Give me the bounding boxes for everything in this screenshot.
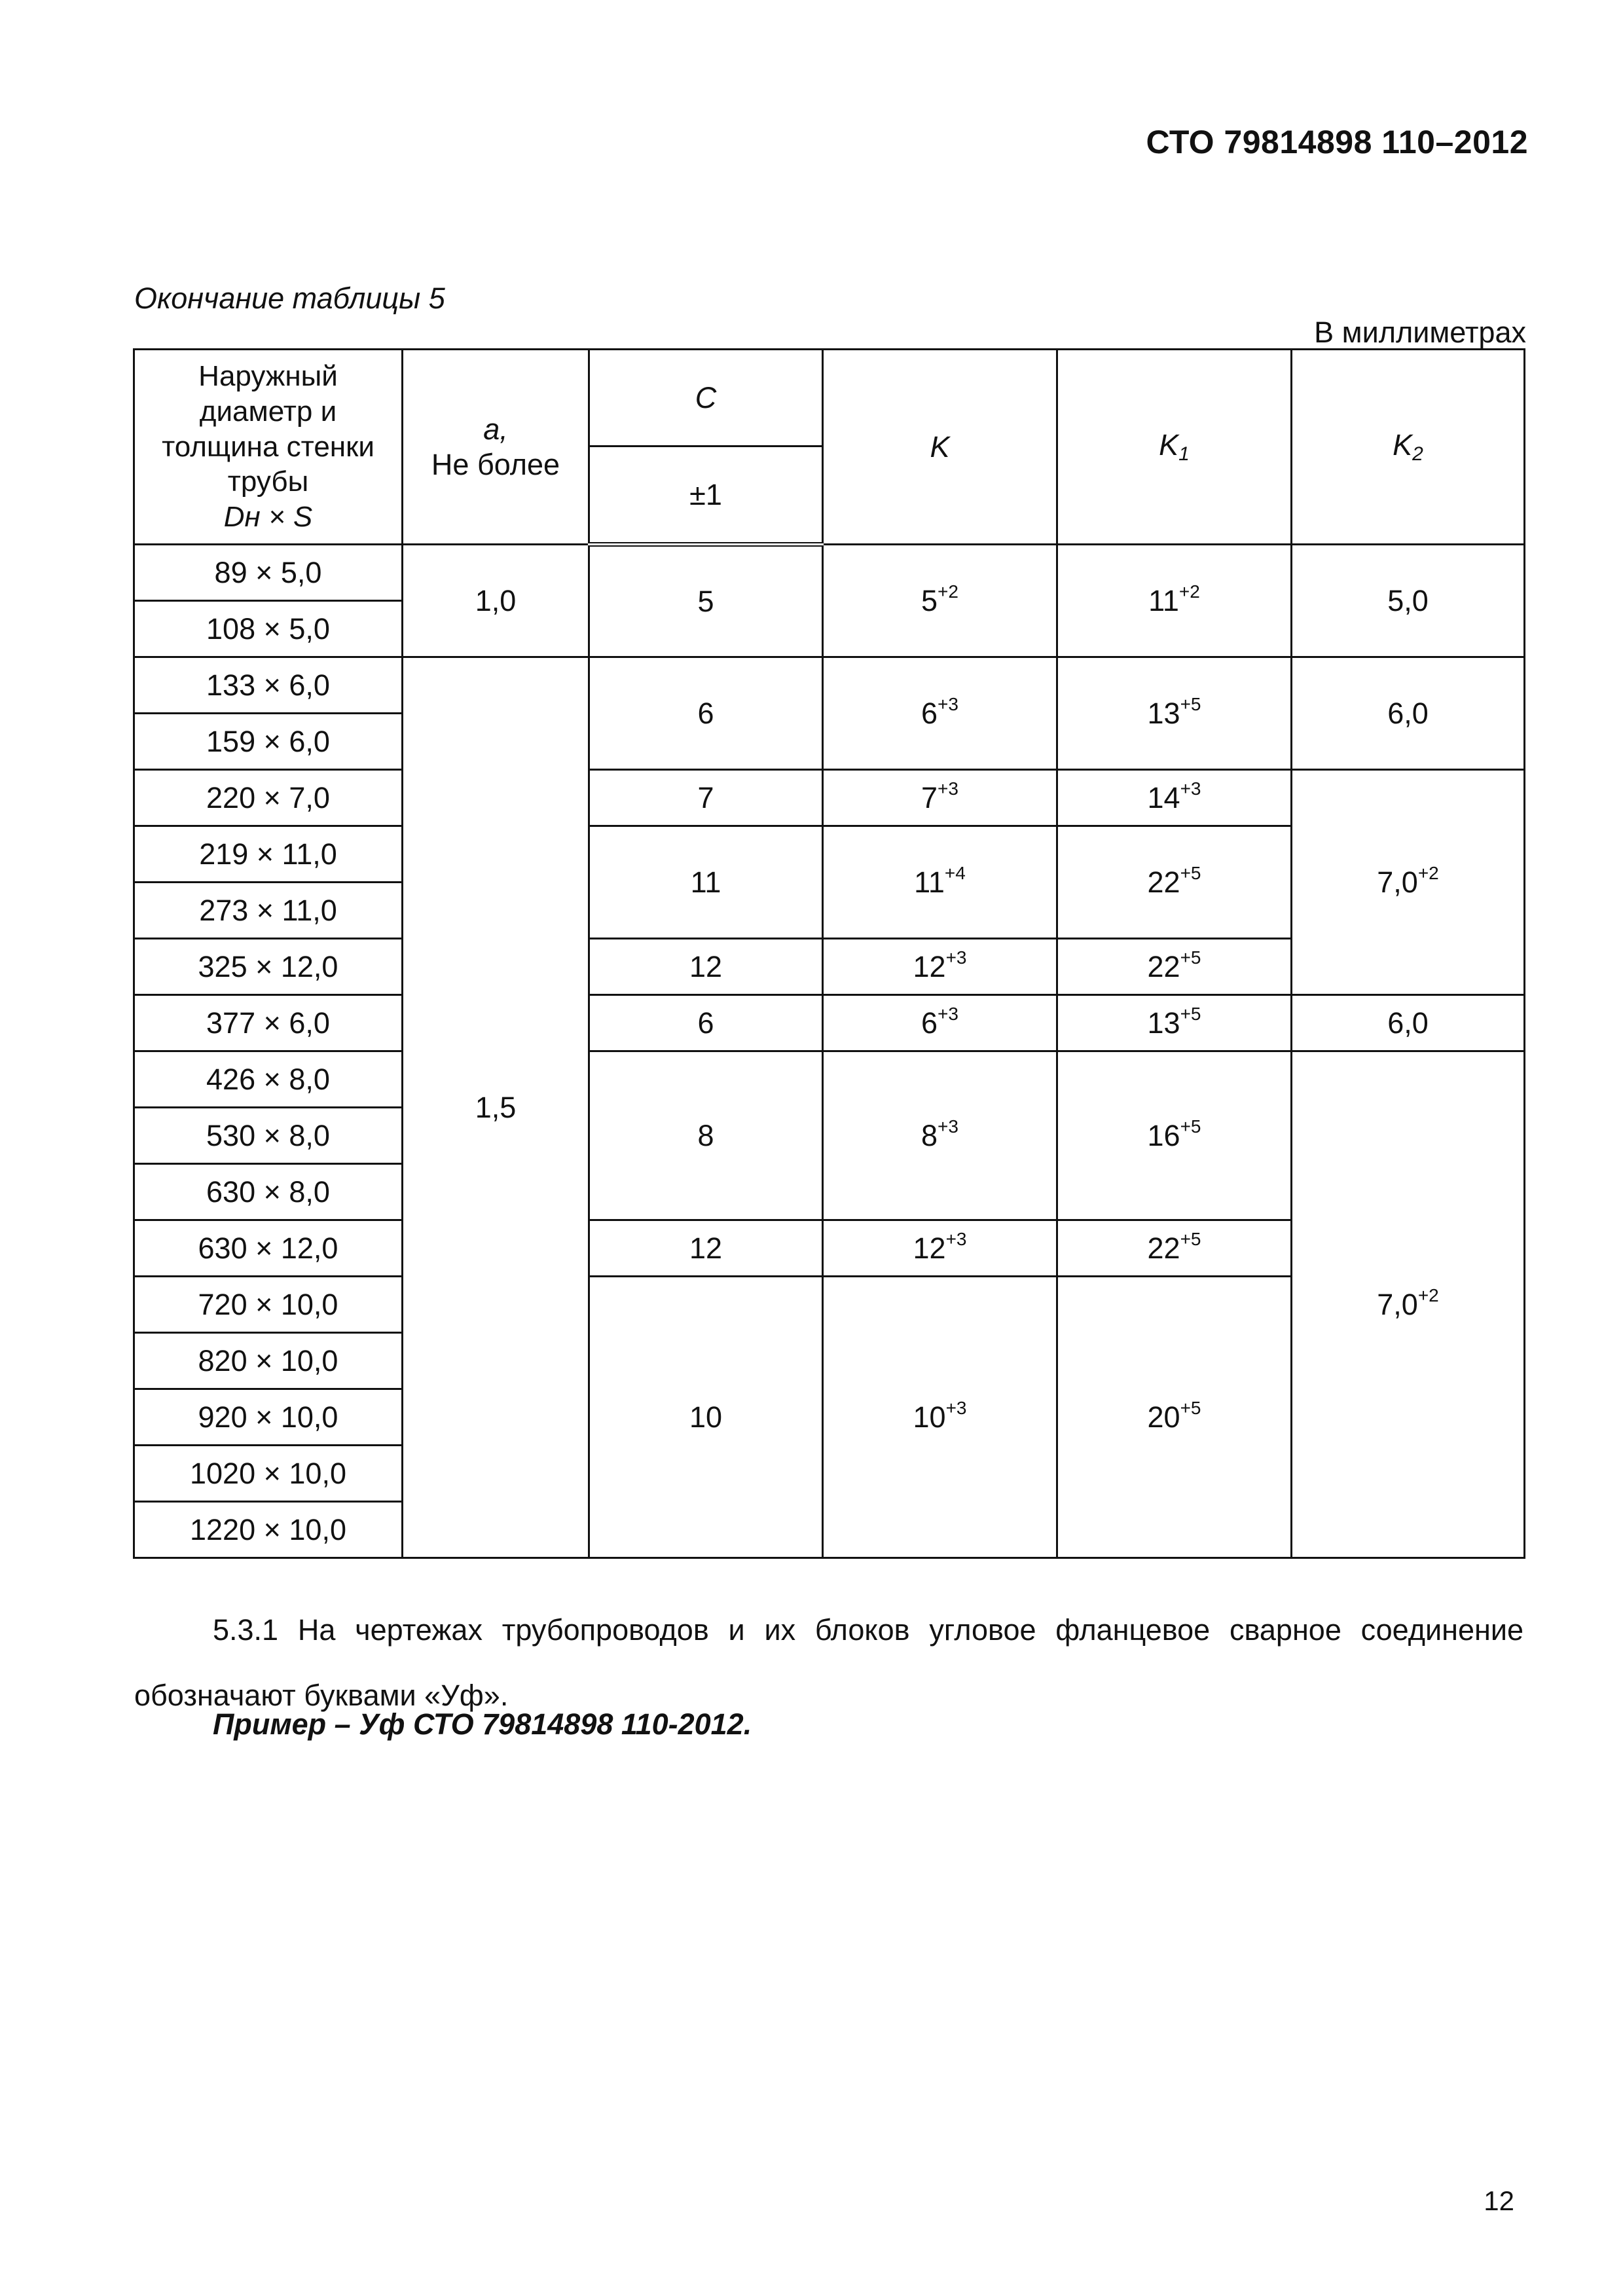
header-c: C (589, 350, 823, 446)
k1-cell: $14^{+3}$ (1057, 770, 1292, 826)
dim-cell: 820 × 10,0 (134, 1333, 403, 1389)
dim-cell: 325 × 12,0 (134, 939, 403, 995)
table-row (134, 995, 1525, 1051)
k-cell: $5^{+2}$ (823, 545, 1057, 657)
header-k: K (823, 350, 1057, 545)
k-cell: $12^{+3}$ (823, 939, 1057, 995)
dim-cell: 630 × 8,0 (134, 1164, 403, 1220)
k2-cell: 5,0 (1292, 545, 1525, 657)
k1-cell: $22^{+5}$ (1057, 939, 1292, 995)
k-cell: $6^{+3}$ (823, 995, 1057, 1051)
dim-cell: 220 × 7,0 (134, 770, 403, 826)
table-row (134, 657, 1525, 714)
dim-cell: 219 × 11,0 (134, 826, 403, 883)
dim-cell: 377 × 6,0 (134, 995, 403, 1051)
example-line: Пример – Уф СТО 79814898 110-2012. (213, 1707, 752, 1741)
k-cell: $8^{+3}$ (823, 1051, 1057, 1220)
table-row (134, 770, 1525, 826)
table-row (134, 1051, 1525, 1108)
dim-cell: 1220 × 10,0 (134, 1502, 403, 1558)
c-cell: 8 (589, 1051, 823, 1220)
k-cell: $12^{+3}$ (823, 1220, 1057, 1277)
c-cell: 11 (589, 826, 823, 939)
c-cell: 7 (589, 770, 823, 826)
k-cell: $6^{+3}$ (823, 657, 1057, 770)
dim-cell: 159 × 6,0 (134, 714, 403, 770)
dim-cell: 920 × 10,0 (134, 1389, 403, 1446)
k-cell: $11^{+4}$ (823, 826, 1057, 939)
k1-cell: $22^{+5}$ (1057, 1220, 1292, 1277)
c-cell: 6 (589, 657, 823, 770)
document-code: СТО 79814898 110–2012 (1146, 124, 1528, 160)
dim-cell: 89 × 5,0 (134, 545, 403, 601)
k1-cell: $16^{+5}$ (1057, 1051, 1292, 1220)
table-row (134, 545, 1525, 601)
k1-cell: $20^{+5}$ (1057, 1277, 1292, 1558)
header-k1: $K_1$ (1057, 350, 1292, 545)
page-number: 12 (1484, 2185, 1514, 2216)
dimensions-table (133, 348, 1525, 1559)
header-outer-diameter: Наружный диаметр и толщина стенки трубы Dн × S (134, 350, 403, 545)
k1-cell: $13^{+5}$ (1057, 995, 1292, 1051)
header-k2: $K_2$ (1292, 350, 1525, 545)
header-a: a, Не более (403, 350, 589, 545)
k2-cell: $7,0^{+2}$ (1292, 770, 1525, 995)
c-cell: 12 (589, 939, 823, 995)
k2-cell: 6,0 (1292, 657, 1525, 770)
header-c-tolerance: ±1 (589, 446, 823, 545)
table-caption: Окончание таблицы 5 (134, 282, 445, 315)
dim-cell: 273 × 11,0 (134, 883, 403, 939)
k1-cell: $11^{+2}$ (1057, 545, 1292, 657)
c-cell: 5 (589, 545, 823, 657)
paragraph-5-3-1: 5.3.1 На чертежах трубопроводов и их блоков угловое фланцевое сварное соединение обозначают буквами «Уф». (134, 1613, 1523, 1712)
k1-cell: $22^{+5}$ (1057, 826, 1292, 939)
a-cell: 1,5 (403, 657, 589, 1558)
dim-cell: 133 × 6,0 (134, 657, 403, 714)
dim-cell: 630 × 12,0 (134, 1220, 403, 1277)
k-cell: $7^{+3}$ (823, 770, 1057, 826)
dim-cell: 720 × 10,0 (134, 1277, 403, 1333)
dim-cell: 108 × 5,0 (134, 601, 403, 657)
k-cell: $10^{+3}$ (823, 1277, 1057, 1558)
dim-cell: 426 × 8,0 (134, 1051, 403, 1108)
k1-cell: $13^{+5}$ (1057, 657, 1292, 770)
table-units: В миллиметрах (1314, 316, 1526, 349)
dim-cell: 1020 × 10,0 (134, 1446, 403, 1502)
k2-cell: 6,0 (1292, 995, 1525, 1051)
a-cell: 1,0 (403, 545, 589, 657)
dim-cell: 530 × 8,0 (134, 1108, 403, 1164)
c-cell: 6 (589, 995, 823, 1051)
k2-cell: $7,0^{+2}$ (1292, 1051, 1525, 1558)
c-cell: 10 (589, 1277, 823, 1558)
c-cell: 12 (589, 1220, 823, 1277)
